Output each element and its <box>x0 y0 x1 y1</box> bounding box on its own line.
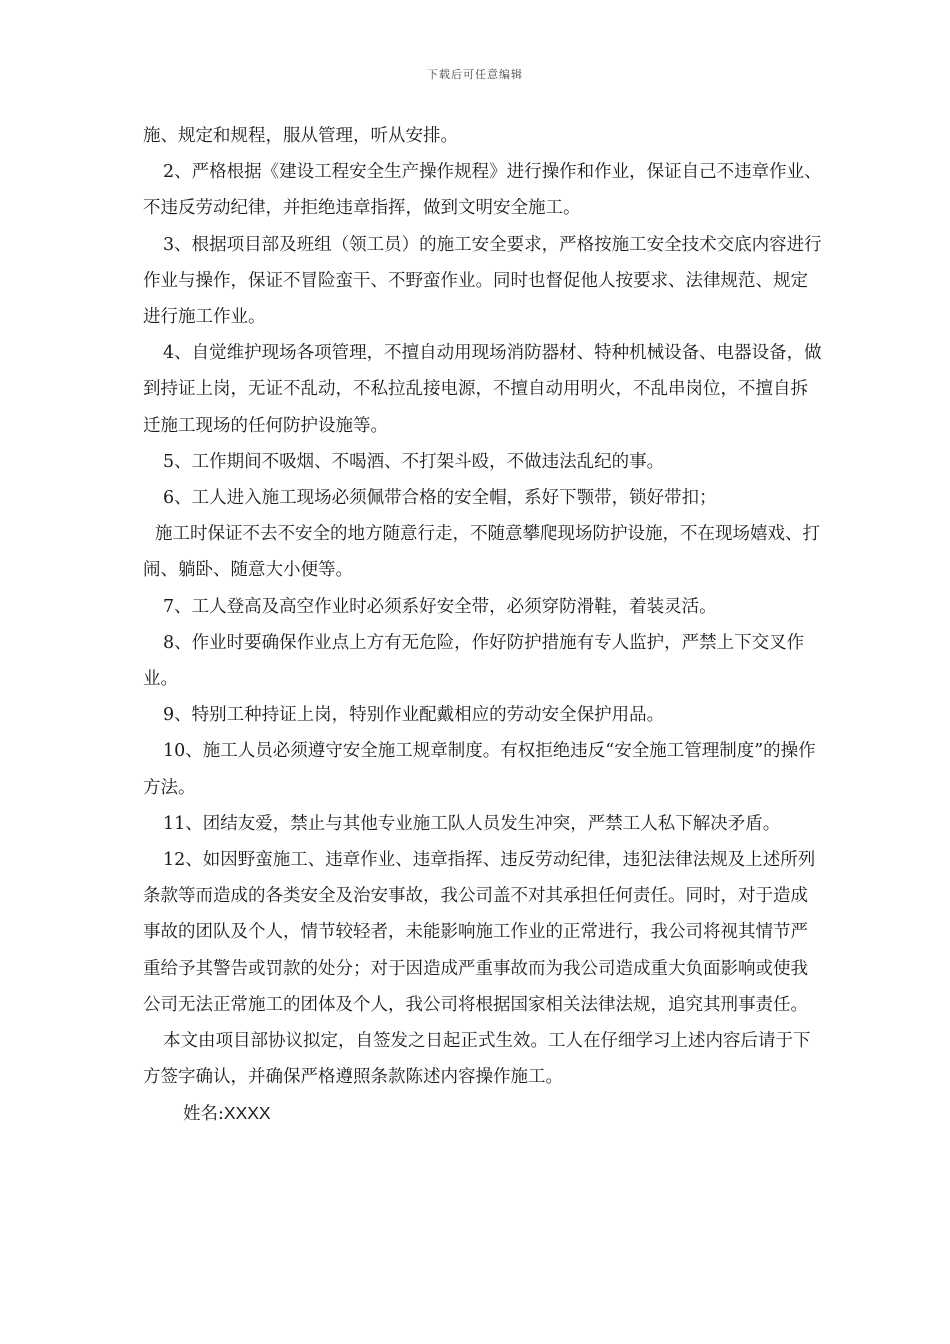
clause-2: 2、严格根据《建设工程安全生产操作规程》进行操作和作业，保证自己不违章作业、不违反劳动纪律，并拒绝违章指挥，做到文明安全施工。 <box>143 162 822 219</box>
clause-6: 6、工人进入施工现场必须佩带合格的安全帽，系好下颚带，锁好带扣； <box>163 488 717 509</box>
signature-label: 姓名: <box>183 1104 224 1125</box>
clause-5: 5、工作期间不吸烟、不喝酒、不打架斗殴，不做违法乱纪的事。 <box>163 451 665 472</box>
closing-statement: 本文由项目部协议拟定，自签发之日起正式生效。工人在仔细学习上述内容后请于下方签字确认，并确保严格遵照条款陈述内容操作施工。 <box>143 1031 811 1088</box>
page-header: 下载后可任意编辑 <box>427 68 523 81</box>
clause-10: 10、施工人员必须遵守安全施工规章制度。有权拒绝违反“安全施工管理制度”的操作方法。 <box>143 741 816 798</box>
clause-7: 7、工人登高及高空作业时必须系好安全带，必须穿防滑鞋，着装灵活。 <box>163 596 717 617</box>
clause-12: 12、如因野蛮施工、违章作业、违章指挥、违反劳动纪律，违犯法律法规及上述所列条款等而造成的各类安全及治安事故，我公司盖不对其承担任何责任。同时，对于造成事故的团队及个人，情节较轻者，未能影响施工作业的正常进行，我公司将视其情节严重给予其警告或罚款的处分；对于因造成严重事故而为我公司造成重大负面影响或使我公司无法正常施工的团体及个人，我公司将根据国家相关法律法规，追究其刑事责任。 <box>143 850 816 1015</box>
clause-4: 4、自觉维护现场各项管理，不擅自动用现场消防器材、特种机械设备、电器设备，做到持证上岗，无证不乱动，不私拉乱接电源，不擅自动用明火，不乱串岗位，不擅自拆迁施工现场的任何防护设施等。 <box>143 343 822 436</box>
signature-line <box>143 1095 823 1132</box>
clause-6-continuation: 施工时保证不去不安全的地方随意行走，不随意攀爬现场防护设施，不在现场嬉戏、打闹、躺卧、随意大小便等。 <box>143 524 820 581</box>
signature-value: XXXX <box>223 1103 271 1124</box>
clause-9: 9、特别工种持证上岗，特别作业配戴相应的劳动安全保护用品。 <box>163 705 665 726</box>
clause-3: 3、根据项目部及班组（领工员）的施工安全要求，严格按施工安全技术交底内容进行作业与操作，保证不冒险蛮干、不野蛮作业。同时也督促他人按要求、法律规范、规定进行施工作业。 <box>143 234 822 328</box>
document-body <box>143 118 823 1133</box>
paragraph-continuation: 施、规定和规程，服从管理，听从安排。 <box>143 126 458 146</box>
clause-11: 11、团结友爱，禁止与其他专业施工队人员发生冲突，严禁工人私下解决矛盾。 <box>163 813 781 834</box>
clause-8: 8、作业时要确保作业点上方有无危险，作好防护措施有专人监护，严禁上下交叉作业。 <box>143 632 805 690</box>
